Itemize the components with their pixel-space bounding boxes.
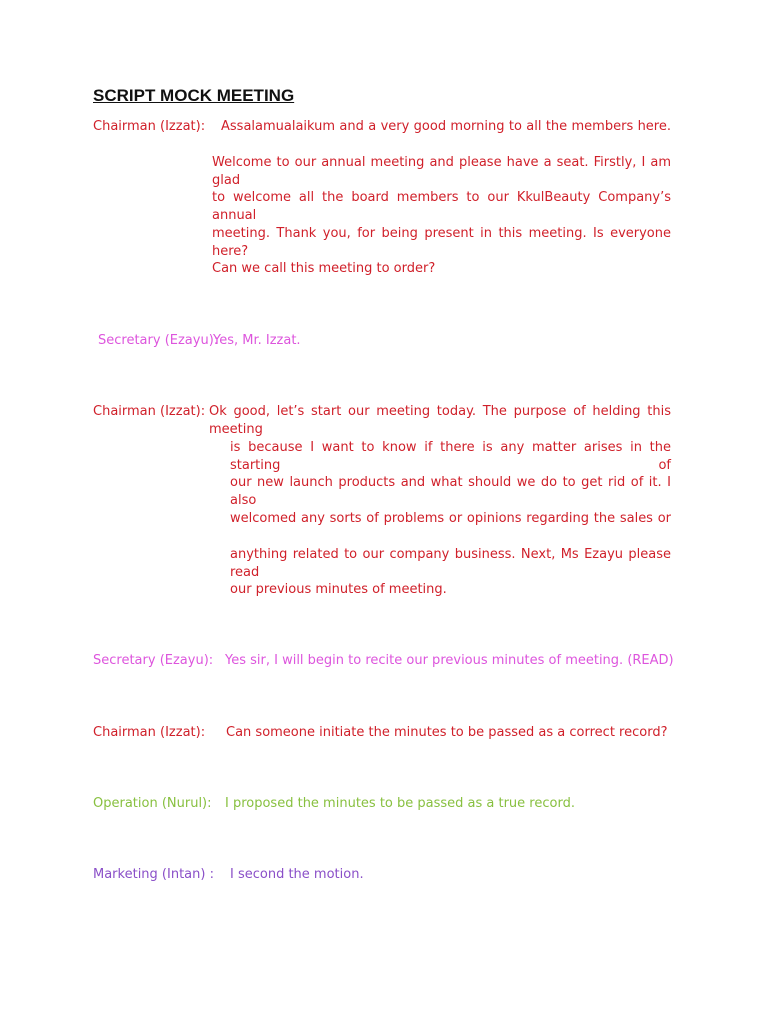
- dialogue-line: Assalamualaikum and a very good morning to all the members here.: [221, 119, 671, 134]
- speaker-label-secretary: Secretary (Ezayu):: [98, 333, 219, 348]
- dialogue-line: meeting. Thank you, for being present in this meeting. Is everyone here?: [212, 226, 671, 259]
- dialogue-line: Can someone initiate the minutes to be passed as a correct record?: [226, 725, 668, 740]
- dialogue-line: Ok good, let’s start our meeting today. The purpose of helding this meeting: [209, 404, 671, 437]
- dialogue-line: I second the motion.: [230, 867, 364, 882]
- speaker-label-marketing: Marketing (Intan) :: [93, 867, 214, 882]
- dialogue-line: welcomed any sorts of problems or opinions regarding the sales or: [230, 511, 671, 526]
- speaker-label-operation: Operation (Nurul):: [93, 796, 212, 811]
- dialogue-line: our new launch products and what should we do to get rid of it. I also: [230, 475, 671, 508]
- dialogue-line: is because I want to know if there is any matter arises in the starting of: [230, 440, 671, 473]
- dialogue-line: anything related to our company business. Next, Ms Ezayu please read: [230, 547, 671, 580]
- dialogue-line: Welcome to our annual meeting and please have a seat. Firstly, I am glad: [212, 155, 671, 188]
- page-title: SCRIPT MOCK MEETING: [93, 86, 295, 105]
- speaker-label-secretary: Secretary (Ezayu):: [93, 653, 214, 668]
- dialogue-line: Can we call this meeting to order?: [212, 261, 436, 276]
- speaker-label-chairman: Chairman (Izzat):: [93, 119, 206, 134]
- dialogue-line: to welcome all the board members to our KkulBeauty Company’s annual: [212, 190, 671, 223]
- speaker-label-chairman: Chairman (Izzat):: [93, 404, 206, 419]
- speaker-label-chairman: Chairman (Izzat):: [93, 725, 206, 740]
- dialogue-line: I proposed the minutes to be passed as a true record.: [225, 796, 575, 811]
- dialogue-line: Yes sir, I will begin to recite our previous minutes of meeting. (READ): [225, 653, 674, 668]
- dialogue-line: our previous minutes of meeting.: [230, 582, 447, 597]
- dialogue-line: Yes, Mr. Izzat.: [213, 333, 301, 348]
